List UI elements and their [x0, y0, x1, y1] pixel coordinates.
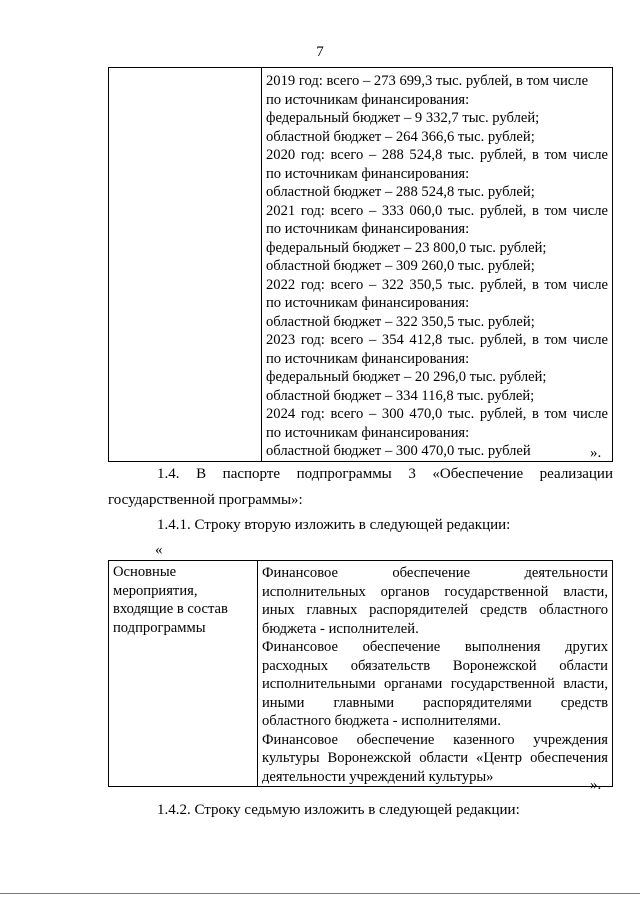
page-number: 7 [316, 44, 324, 60]
paragraph-1-4-line2: государственной программы»: [108, 492, 303, 508]
financing-line: 2020 год: всего – 288 524,8 тыс. рублей, в том числе [266, 147, 608, 163]
activities-line: исполнительных органов государственной власти, [262, 583, 608, 600]
financing-line: федеральный бюджет – 9 332,7 тыс. рублей; [266, 110, 540, 126]
financing-line: областной бюджет – 309 260,0 тыс. рублей; [266, 258, 535, 274]
activities-line: деятельности учреждений культуры» [262, 768, 494, 785]
financing-line: областной бюджет – 288 524,8 тыс. рублей; [266, 184, 535, 200]
financing-line: областной бюджет – 322 350,5 тыс. рублей; [266, 313, 535, 330]
paragraph-1-4-1: 1.4.1. Строку вторую изложить в следующей редакции: [157, 517, 511, 533]
financing-line: областной бюджет – 264 366,6 тыс. рублей; [266, 128, 535, 145]
financing-line: 2021 год: всего – 333 060,0 тыс. рублей, в том числе [266, 202, 608, 219]
activities-line: бюджета - исполнителей. [262, 620, 419, 637]
financing-line: по источникам финансирования: [266, 350, 470, 367]
financing-line: 2019 год: всего – 273 699,3 тыс. рублей, в том числе [266, 73, 589, 89]
activities-line: областного бюджета - исполнителями. [262, 713, 501, 729]
table-right-cell [262, 68, 613, 462]
financing-line: 2022 год: всего – 322 350,5 тыс. рублей, в том числе [266, 276, 608, 293]
activities-line: исполнительными органами государственной власти, [262, 676, 608, 692]
financing-line: областной бюджет – 334 116,8 тыс. рублей; [266, 387, 535, 404]
activities-line: Финансовое обеспечение выполнения других [262, 639, 608, 655]
table-row [109, 68, 613, 462]
page-bottom-rule [0, 893, 640, 894]
financing-line: 2024 год: всего – 300 470,0 тыс. рублей, в том числе [266, 406, 608, 422]
table-left-cell [109, 68, 262, 462]
activities-table [108, 560, 613, 787]
activities-lines [262, 564, 608, 786]
table-row [109, 561, 613, 787]
financing-line: по источникам финансирования: [266, 91, 470, 108]
activities-line: иных главных распорядителей средств областного [262, 602, 608, 618]
opening-quote: « [155, 542, 163, 558]
financing-lines [266, 72, 608, 461]
financing-line: по источникам финансирования: [266, 424, 470, 441]
activities-line: иными главными распорядителями средств [262, 694, 608, 711]
activities-line: культуры Воронежской области «Центр обеспечения [262, 750, 608, 766]
financing-line: по источникам финансирования: [266, 295, 470, 311]
activities-line: расходных обязательств Воронежской области [262, 657, 608, 674]
closing-quote: ». [590, 777, 602, 793]
financing-line: по источникам финансирования: [266, 165, 470, 182]
closing-quote: ». [590, 445, 602, 461]
activities-line: Финансовое обеспечение казенного учреждения [262, 731, 608, 748]
paragraph-1-4-line1: 1.4. В паспорте подпрограммы 3 «Обеспечение реализации [157, 466, 613, 482]
table-right-cell [258, 561, 613, 787]
financing-line: 2023 год: всего – 354 412,8 тыс. рублей, в том числе [266, 332, 608, 348]
activities-line: Финансовое обеспечение деятельности [262, 565, 608, 581]
paragraph-1-4-2: 1.4.2. Строку седьмую изложить в следующей редакции: [157, 802, 520, 818]
financing-line: по источникам финансирования: [266, 221, 470, 237]
financing-line: федеральный бюджет – 20 296,0 тыс. рублей; [266, 369, 547, 385]
financing-table [108, 67, 613, 462]
financing-line: областной бюджет – 300 470,0 тыс. рублей [266, 443, 531, 459]
table-left-cell: Основные мероприятия, входящие в состав подпрограммы [109, 561, 258, 787]
financing-line: федеральный бюджет – 23 800,0 тыс. рублей; [266, 239, 547, 256]
